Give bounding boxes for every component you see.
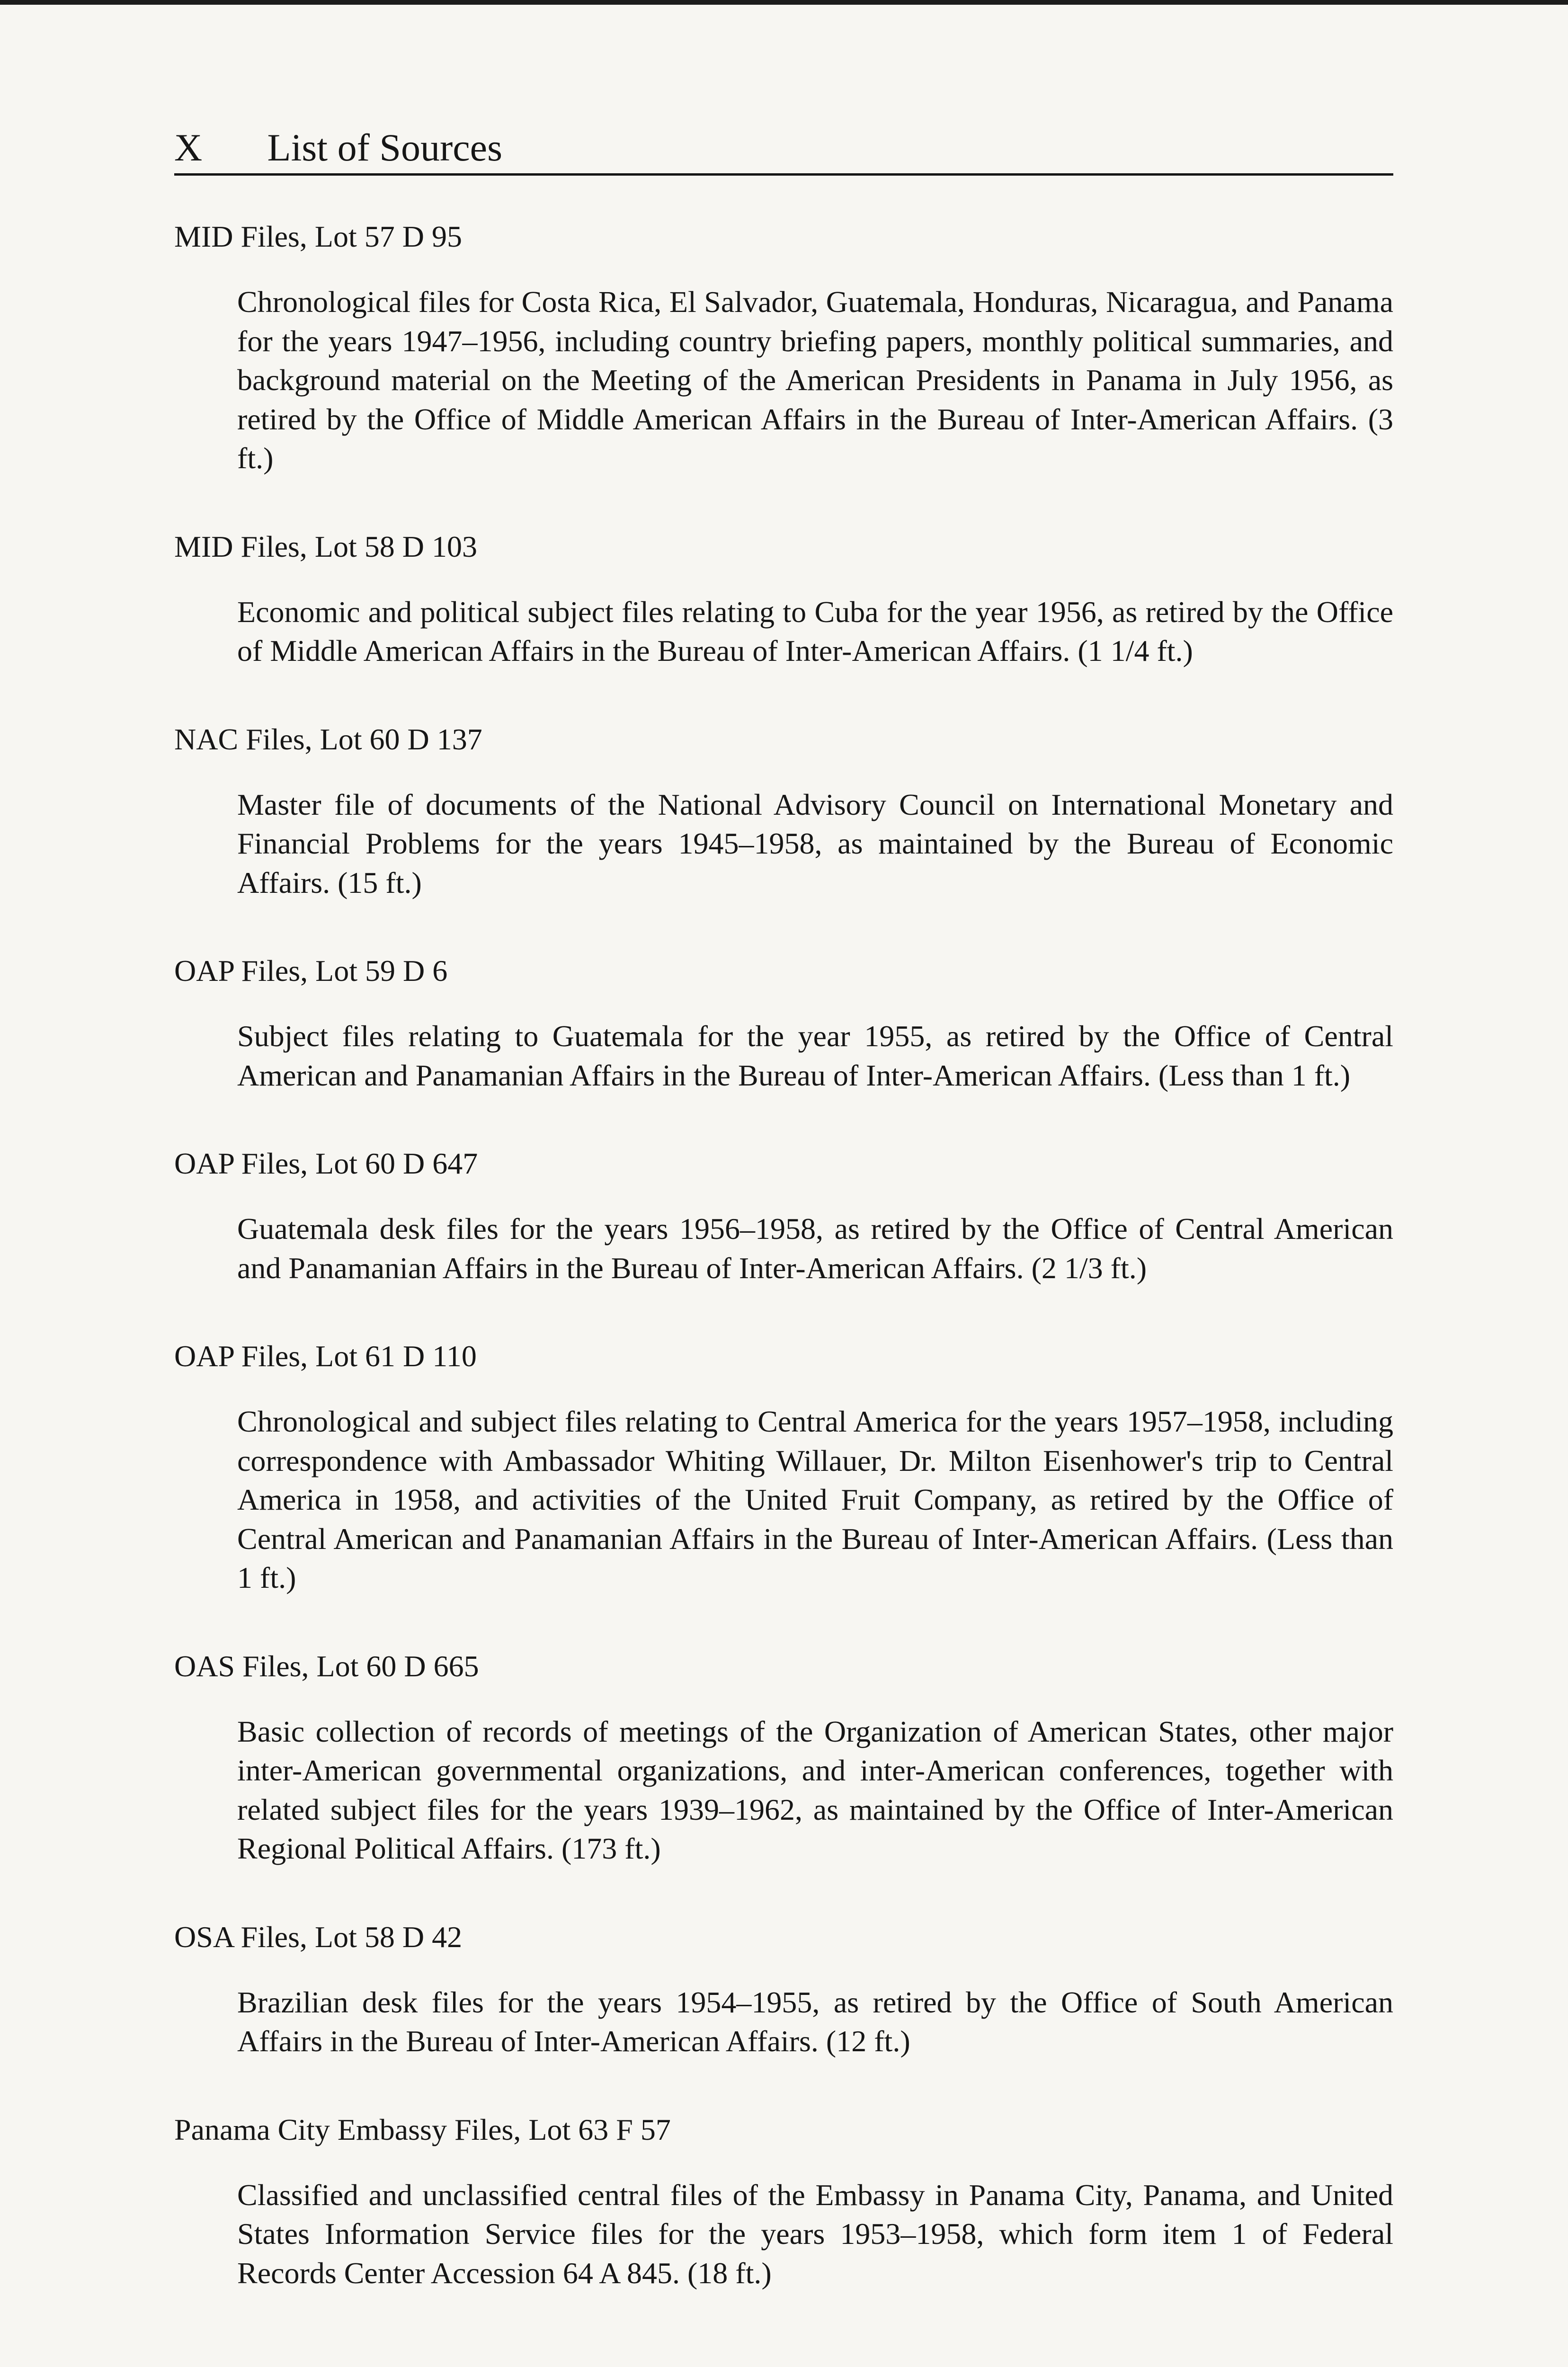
source-entry-description: Economic and political subject files relating to Cuba for the year 1956, as retired by the Office of Middle American Affairs in the Bureau of Inter-American Affairs. (1 1/4 ft.) [237,595,1393,667]
running-head [174,122,1393,176]
source-entry-title: OAS Files, Lot 60 D 665 [174,1649,479,1683]
source-entry-title: OAP Files, Lot 59 D 6 [174,954,448,988]
source-entry-description: Classified and unclassified central files of the Embassy in Panama City, Panama, and United States Information Service files for the years 1953–1958, which form item 1 of Federal Records Center Accession 64 A 845. (18 ft.) [237,2178,1393,2290]
source-list [174,217,1393,2293]
source-entry-description: Master file of documents of the National Advisory Council on International Monetary and Financial Problems for the years 1945–1958, as maintained by the Bureau of Economic Affairs. (15 ft.) [237,787,1393,899]
source-entry-description: Guatemala desk files for the years 1956–1958, as retired by the Office of Central American and Panamanian Affairs in the Bureau of Inter-American Affairs. (2 1/3 ft.) [237,1212,1393,1285]
page-top-edge [0,0,1568,5]
source-entry-osa-58d42 [174,1918,1393,2061]
header-title: List of Sources [267,126,502,169]
source-entry-description: Brazilian desk files for the years 1954–1955, as retired by the Office of South American Affairs in the Bureau of Inter-American Affairs. (12 ft.) [237,1985,1393,2058]
source-entry-title: NAC Files, Lot 60 D 137 [174,722,482,756]
source-entry-nac-60d137 [174,720,1393,903]
document-page [174,122,1393,2342]
source-entry-description: Chronological files for Costa Rica, El Salvador, Guatemala, Honduras, Nicaragua, and Panama for the years 1947–1956, including country briefing papers, monthly political summaries, and background material on the Meeting of the American Presidents in Panama in July 1956, as retired by the Office of Middle American Affairs in the Bureau of Inter-American Affairs. (3 ft.) [237,285,1393,475]
source-entry-oas-60d665 [174,1647,1393,1869]
source-entry-oap-59d6 [174,952,1393,1095]
source-entry-description: Basic collection of records of meetings of the Organization of American States, other major inter-American governmental organizations, and inter-American conferences, together with related subject files for the years 1939–1962, as maintained by the Office of Inter-American Regional Political Affairs. (173 ft.) [237,1714,1393,1865]
source-entry-description: Subject files relating to Guatemala for the year 1955, as retired by the Office of Central American and Panamanian Affairs in the Bureau of Inter-American Affairs. (Less than 1 ft.) [237,1019,1393,1092]
page-number: X [174,126,203,169]
source-entry-title: OAP Files, Lot 60 D 647 [174,1147,478,1180]
source-entry-panama-63f57 [174,2110,1393,2293]
source-entry-title: Panama City Embassy Files, Lot 63 F 57 [174,2112,671,2146]
source-entry-mid-58d103 [174,527,1393,671]
source-entry-mid-57d95 [174,217,1393,478]
source-entry-description: Chronological and subject files relating to Central America for the years 1957–1958, including correspondence with Ambassador Whiting Willauer, Dr. Milton Eisenhower's trip to Central America in 1958, and activities of the United Fruit Company, as retired by the Office of Central American and Panamanian Affairs in the Bureau of Inter-American Affairs. (Less than 1 ft.) [237,1405,1393,1594]
source-entry-title: OAP Files, Lot 61 D 110 [174,1339,477,1373]
source-entry-title: OSA Files, Lot 58 D 42 [174,1920,463,1954]
source-entry-title: MID Files, Lot 57 D 95 [174,220,462,253]
source-entry-title: MID Files, Lot 58 D 103 [174,529,477,563]
source-entry-oap-60d647 [174,1144,1393,1288]
source-entry-oap-61d110 [174,1337,1393,1598]
